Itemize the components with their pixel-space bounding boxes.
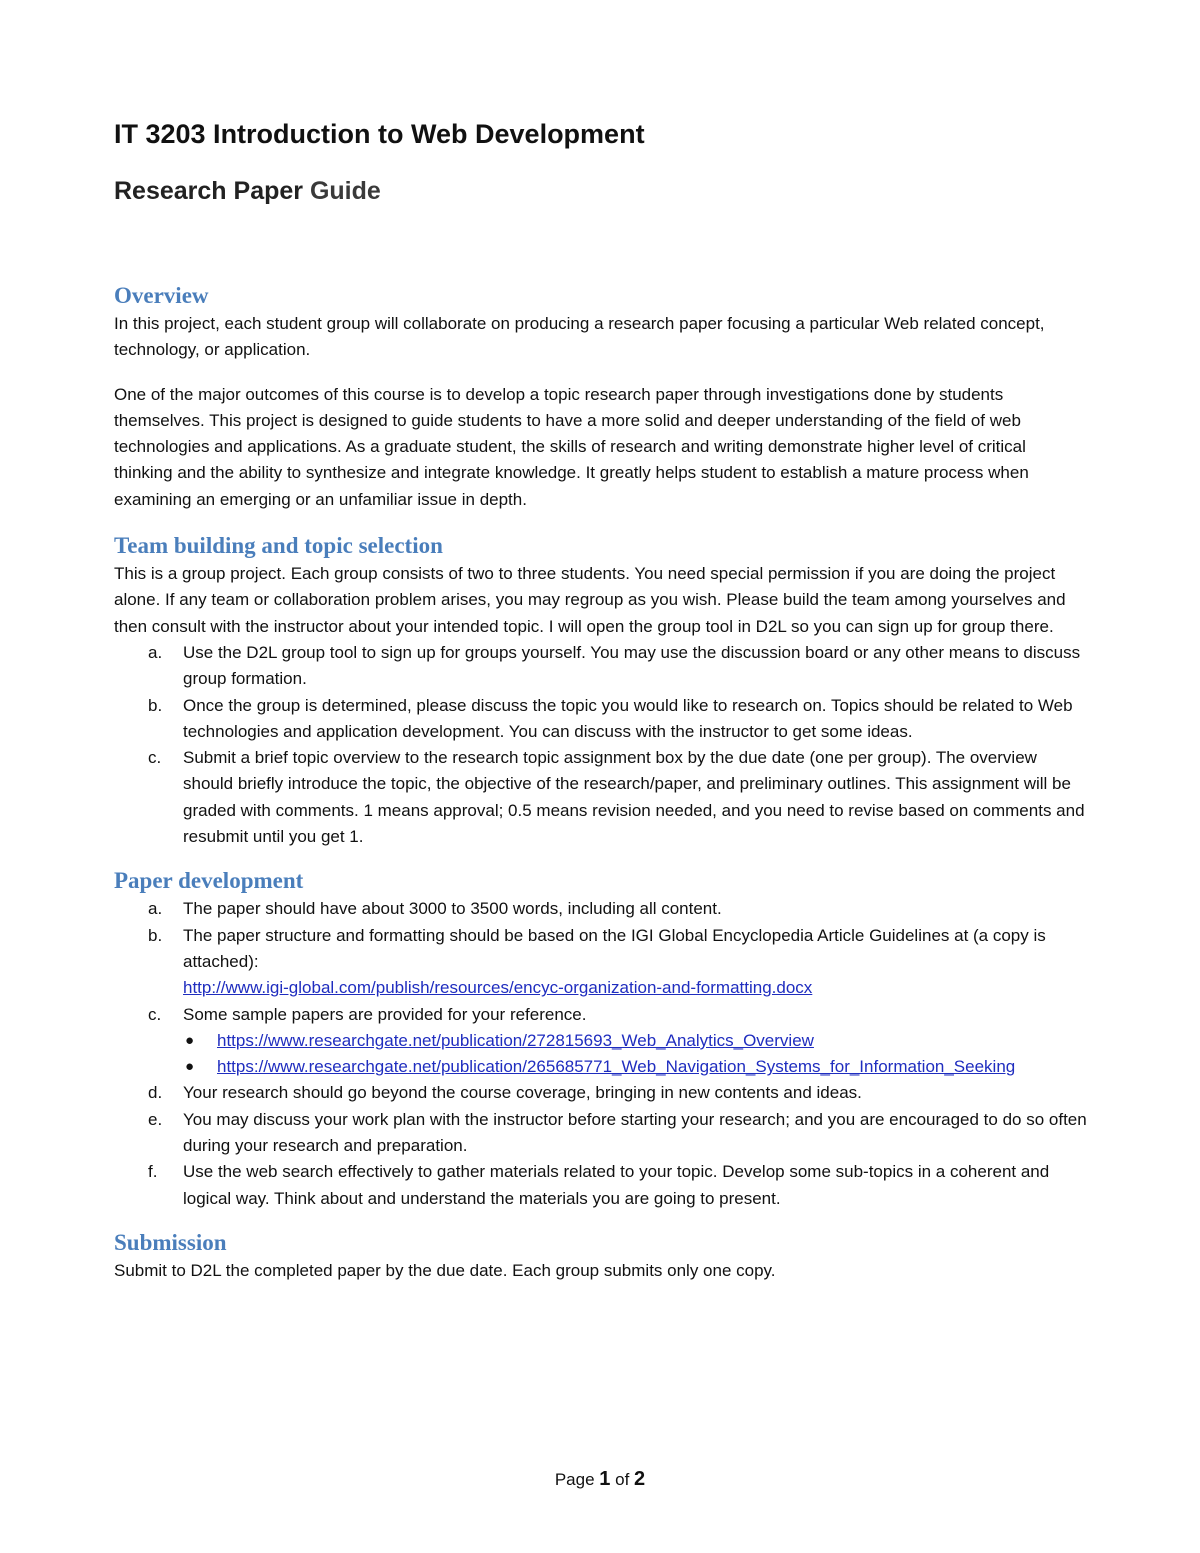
page-footer: [0, 1466, 1200, 1493]
page-total: 2: [634, 1468, 646, 1490]
team-list: [114, 640, 1089, 850]
list-marker: d.: [148, 1083, 163, 1103]
overview-heading: Overview: [114, 283, 209, 308]
bullet-icon: ●: [185, 1058, 195, 1076]
subtitle-part2: Guide: [309, 177, 381, 205]
list-item: [183, 1054, 1089, 1080]
of-label: of: [615, 1470, 630, 1489]
submission-text: Submit to D2L the completed paper by the due date. Each group submits only one copy.: [114, 1260, 776, 1280]
list-marker: e.: [148, 1109, 163, 1129]
list-item-text: You may discuss your work plan with the instructor before starting your research; and you are encouraged to do so often during your research and preparation.: [183, 1109, 1087, 1156]
list-item-text: Your research should go beyond the course coverage, bringing in new contents and ideas.: [183, 1083, 862, 1103]
list-item-text: Once the group is determined, please discuss the topic you would like to research on. Topics should be related to Web technologies and application development. You can discuss with the instructor to get some ideas.: [183, 695, 1073, 741]
igi-guidelines-link[interactable]: http://www.igi-global.com/publish/resources/encyc-organization-and-formatting.docx: [183, 978, 813, 998]
paper-list: [114, 896, 1089, 1212]
paper-heading: Paper development: [114, 868, 304, 894]
submission-heading: Submission: [114, 1229, 227, 1255]
list-marker: c.: [148, 1004, 162, 1024]
list-item: [114, 640, 1089, 693]
list-item: [183, 1028, 1089, 1054]
list-item-text: Use the D2L group tool to sign up for groups yourself. You may use the discussion board or any other means to discuss group formation.: [183, 642, 1081, 689]
list-marker: b.: [148, 925, 163, 945]
document-title: IT 3203 Introduction to Web Development: [114, 119, 645, 149]
subtitle-part1: Research Paper: [114, 177, 304, 205]
overview-paragraph-1: In this project, each student group will collaborate on producing a research paper focusing a particular Web related concept, technology, or application.: [114, 314, 1045, 360]
list-item-text: Use the web search effectively to gather materials related to your topic. Develop some sub-topics in a coherent and logical way. Think about and understand the materials you are going to present.: [183, 1162, 1050, 1208]
team-heading: Team building and topic selection: [114, 533, 443, 559]
list-item: [114, 1159, 1089, 1212]
list-item: [114, 693, 1089, 746]
list-item: [114, 745, 1089, 850]
list-marker: a.: [148, 899, 163, 919]
document-subtitle: [114, 174, 1089, 208]
list-item-text: The paper should have about 3000 to 3500 words, including all content.: [183, 899, 722, 919]
document-body: [114, 116, 1089, 1284]
team-intro: This is a group project. Each group consists of two to three students. You need special permission if you are doing the project alone. If any team or collaboration problem arises, you may regroup as you wish. Please build the team among yourselves and then consult with the instructor about your intended topic. I will open the group tool in D2L so you can sign up for group there.: [114, 564, 1066, 636]
sample-paper-link-1[interactable]: https://www.researchgate.net/publication/272815693_Web_Analytics_Overview: [217, 1030, 814, 1050]
list-marker: b.: [148, 695, 163, 715]
overview-paragraph-2: One of the major outcomes of this course is to develop a topic research paper through investigations done by students themselves. This project is designed to guide students to have a more solid and deeper understanding of the field of web technologies and applications. As a graduate student, the skills of research and writing demonstrate higher level of critical thinking and the ability to synthesize and integrate knowledge. It greatly helps student to establish a mature process when examining an emerging or an unfamiliar issue in depth.: [114, 384, 1029, 509]
list-item: [114, 1080, 1089, 1106]
bullet-icon: ●: [185, 1031, 195, 1049]
sample-papers-list: [183, 1028, 1089, 1081]
list-item-text: Some sample papers are provided for your reference.: [183, 1004, 587, 1024]
list-item-text: The paper structure and formatting should be based on the IGI Global Encyclopedia Article Guidelines at (a copy is attached):: [183, 925, 1046, 971]
list-item: [114, 1002, 1089, 1081]
list-item: [114, 896, 1089, 922]
list-marker: a.: [148, 642, 163, 662]
page-number: 1: [599, 1468, 611, 1490]
list-marker: c.: [148, 748, 162, 768]
list-item: [114, 1107, 1089, 1160]
sample-paper-link-2[interactable]: https://www.researchgate.net/publication/265685771_Web_Navigation_Systems_for_Information_Seeking: [217, 1057, 1016, 1077]
page-label: Page: [554, 1470, 595, 1489]
list-marker: f.: [148, 1162, 158, 1182]
list-item: [114, 923, 1089, 1002]
list-item-text: Submit a brief topic overview to the research topic assignment box by the due date (one per group). The overview should briefly introduce the topic, the objective of the research/paper, and preliminary outlines. This assignment will be graded with comments. 1 means approval; 0.5 means revision needed, and you need to revise based on comments and resubmit until you get 1.: [183, 748, 1085, 847]
